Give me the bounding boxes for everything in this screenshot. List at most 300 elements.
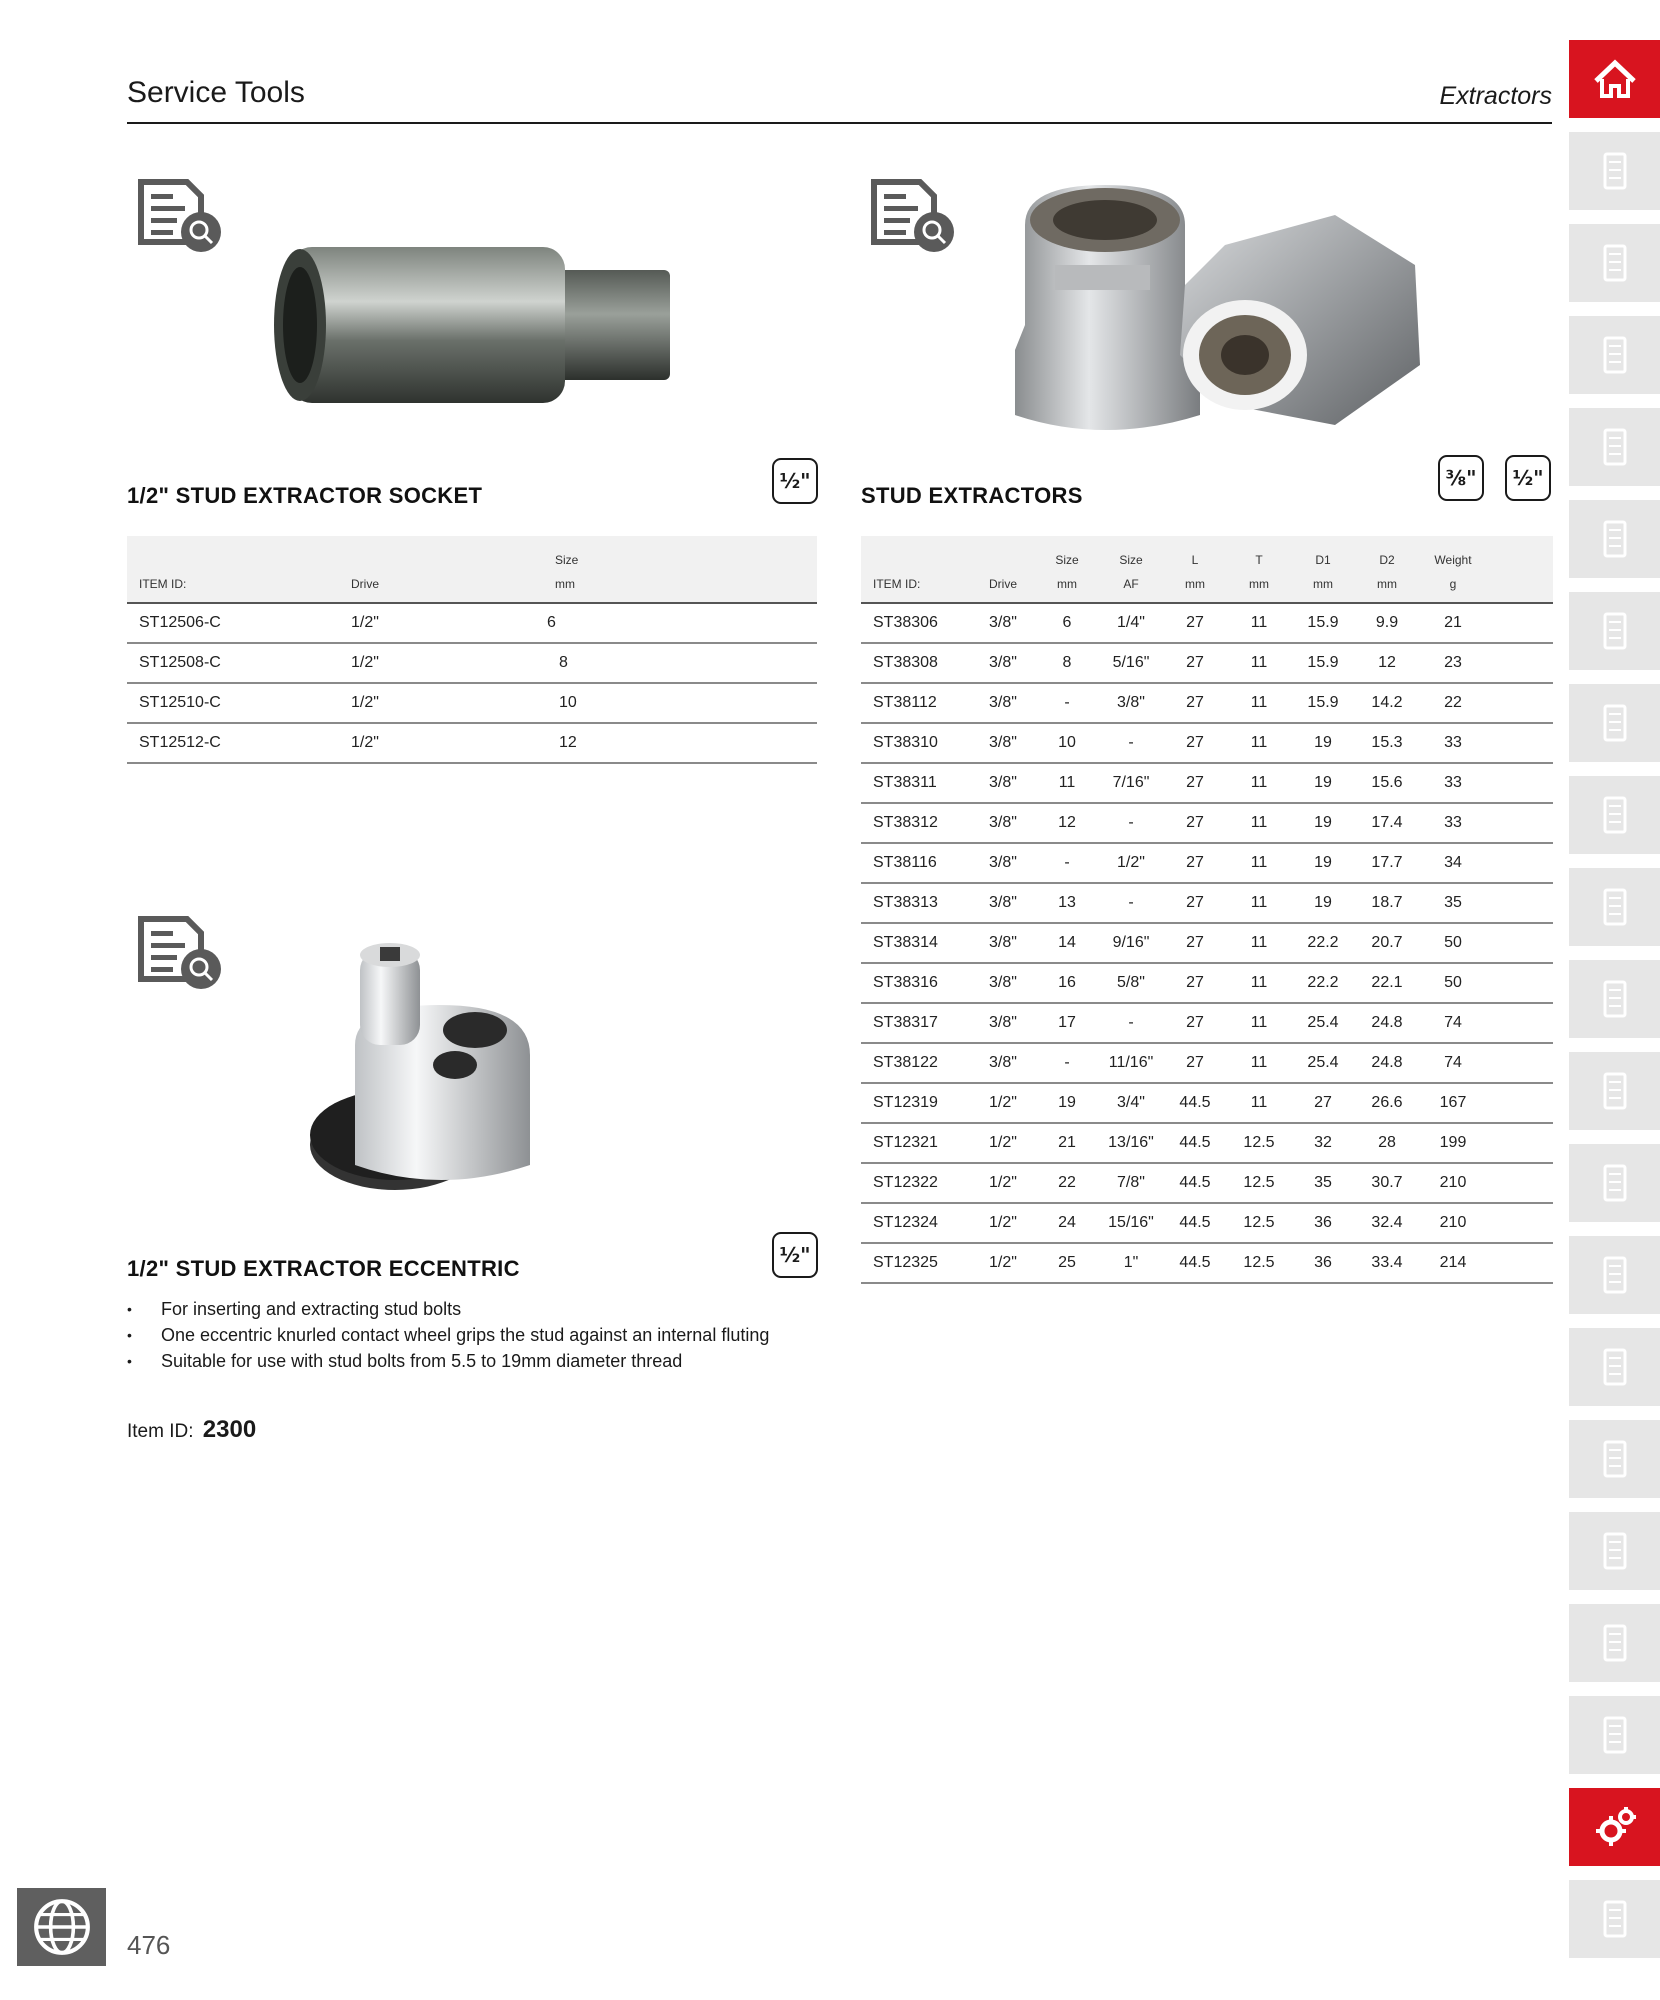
- sidebar-item-tool-trolley[interactable]: [1569, 132, 1660, 210]
- cell-weight: 210: [1419, 1163, 1487, 1203]
- cell-drive: 1/2": [971, 1203, 1035, 1243]
- col-label: Size: [1055, 553, 1079, 567]
- cell-size-mm: 19: [1035, 1083, 1099, 1123]
- cell-spacer: [1487, 1043, 1553, 1083]
- cell-t: 11: [1227, 963, 1291, 1003]
- cell-size-af: 11/16": [1099, 1043, 1163, 1083]
- col-unit: AF: [1123, 577, 1139, 591]
- table-row: [861, 603, 1553, 643]
- feature-item: • One eccentric knurled contact wheel grips the stud against an internal fluting: [127, 1322, 827, 1348]
- table-row: [861, 883, 1553, 923]
- cell-size-af: -: [1099, 883, 1163, 923]
- sidebar-item-tool-cabinet[interactable]: [1569, 316, 1660, 394]
- cell-size-af: 5/16": [1099, 643, 1163, 683]
- sidebar-item-sockets[interactable]: [1569, 776, 1660, 854]
- cell-length: 27: [1163, 803, 1227, 843]
- cell-d2: 18.7: [1355, 883, 1419, 923]
- cell-size-value: 8: [559, 654, 568, 671]
- cell-item-id: ST12321: [861, 1123, 971, 1163]
- tool-cabinet-icon: [1590, 330, 1640, 380]
- cell-size-value: 12: [559, 734, 577, 751]
- sidebar-item-pliers[interactable]: [1569, 1328, 1660, 1406]
- cell-d2: 24.8: [1355, 1003, 1419, 1043]
- cell-d2: 24.8: [1355, 1043, 1419, 1083]
- table-row: [861, 1243, 1553, 1283]
- cell-weight: 21: [1419, 603, 1487, 643]
- drive-badge-half: ½": [772, 1232, 818, 1278]
- cell-drive: 3/8": [971, 923, 1035, 963]
- cell-length: 27: [1163, 843, 1227, 883]
- col-label: L: [1191, 553, 1199, 567]
- tool-trolley-icon: [1590, 146, 1640, 196]
- cell-size-mm: 6: [1035, 603, 1099, 643]
- cell-size-af: 1/2": [1099, 843, 1163, 883]
- sidebar-item-home[interactable]: [1569, 40, 1660, 118]
- col-label: Size: [1119, 553, 1143, 567]
- cell-size-mm: 24: [1035, 1203, 1099, 1243]
- col-label: D1: [1315, 553, 1331, 567]
- cell-d2: 14.2: [1355, 683, 1419, 723]
- cell-drive: 1/2": [339, 643, 543, 683]
- cell-spacer: [1487, 1083, 1553, 1123]
- cell-weight: 50: [1419, 923, 1487, 963]
- cell-length: 27: [1163, 1003, 1227, 1043]
- cell-size-mm: 10: [1035, 723, 1099, 763]
- cell-spacer: [1487, 963, 1553, 1003]
- cell-weight: 33: [1419, 723, 1487, 763]
- cell-length: 27: [1163, 1043, 1227, 1083]
- home-icon: [1590, 54, 1640, 104]
- col-size-label: Size: [555, 553, 579, 567]
- col-size: [543, 536, 817, 603]
- cell-length: 27: [1163, 683, 1227, 723]
- wrench-bits-icon: [1590, 698, 1640, 748]
- col-unit: mm: [1377, 577, 1397, 591]
- cell-weight: 35: [1419, 883, 1487, 923]
- sidebar-item-tool-board[interactable]: [1569, 224, 1660, 302]
- col-weight: [1419, 536, 1487, 603]
- hammer-icon: [1590, 1894, 1640, 1944]
- cell-drive: 1/2": [971, 1163, 1035, 1203]
- table-row: [861, 923, 1553, 963]
- cell-drive: 1/2": [339, 683, 543, 723]
- cell-d2: 28: [1355, 1123, 1419, 1163]
- drive-badge-three-eighths: ⅜": [1438, 455, 1484, 501]
- cell-spacer: [1487, 803, 1553, 843]
- cell-item-id: ST38314: [861, 923, 971, 963]
- cell-item-id: ST38313: [861, 883, 971, 923]
- cell-d2: 9.9: [1355, 603, 1419, 643]
- sidebar-item-storage[interactable]: [1569, 592, 1660, 670]
- cell-d1: 32: [1291, 1123, 1355, 1163]
- col-size-af: [1099, 536, 1163, 603]
- cell-item-id: ST38310: [861, 723, 971, 763]
- col-item-id: ITEM ID:: [873, 577, 921, 591]
- cell-size-af: 1/4": [1099, 603, 1163, 643]
- cell-spacer: [1487, 1203, 1553, 1243]
- knife-icon: [1590, 1526, 1640, 1576]
- cell-d2: 15.3: [1355, 723, 1419, 763]
- spanner-icon: [1590, 974, 1640, 1024]
- document-search-icon[interactable]: [135, 905, 225, 995]
- cell-drive: 1/2": [971, 1243, 1035, 1283]
- cell-item-id: ST12506-C: [127, 603, 339, 643]
- col-drive: Drive: [988, 577, 1017, 591]
- tape-measure-icon: [1590, 1618, 1640, 1668]
- cell-drive: 3/8": [971, 1043, 1035, 1083]
- cell-item-id: ST38311: [861, 763, 971, 803]
- multitool-icon: [1590, 1250, 1640, 1300]
- table-row: [861, 843, 1553, 883]
- cell-size-af: 13/16": [1099, 1123, 1163, 1163]
- col-unit: mm: [1057, 577, 1077, 591]
- stud-extractor-socket-image: [255, 235, 685, 415]
- cell-weight: 210: [1419, 1203, 1487, 1243]
- cell-weight: 214: [1419, 1243, 1487, 1283]
- cell-d2: 12: [1355, 643, 1419, 683]
- cell-drive: 3/8": [971, 803, 1035, 843]
- cell-size-mm: 12: [1035, 803, 1099, 843]
- tool-set-icon: [1590, 514, 1640, 564]
- cell-item-id: ST38116: [861, 843, 971, 883]
- cell-weight: 74: [1419, 1043, 1487, 1083]
- sidebar-item-gears[interactable]: [1569, 1696, 1660, 1774]
- col-unit: g: [1449, 577, 1457, 591]
- extractors-spec-table: [861, 536, 1553, 1284]
- cell-size-mm: 13: [1035, 883, 1099, 923]
- sockets-icon: [1590, 790, 1640, 840]
- cell-item-id: ST12510-C: [127, 683, 339, 723]
- globe-icon: [31, 1896, 93, 1958]
- cell-d2: 32.4: [1355, 1203, 1419, 1243]
- sidebar-item-hammer[interactable]: [1569, 1880, 1660, 1958]
- gears-icon: [1590, 1710, 1640, 1760]
- cell-drive: 1/2": [971, 1083, 1035, 1123]
- cell-drive: 3/8": [971, 683, 1035, 723]
- col-unit: mm: [1185, 577, 1205, 591]
- cell-length: 44.5: [1163, 1203, 1227, 1243]
- cell-size-mm: 14: [1035, 923, 1099, 963]
- table-row: [861, 723, 1553, 763]
- table-row: [127, 643, 817, 683]
- cell-item-id: ST12319: [861, 1083, 971, 1123]
- cell-size: [543, 723, 817, 763]
- sidebar-item-spanner[interactable]: [1569, 960, 1660, 1038]
- cell-t: 12.5: [1227, 1123, 1291, 1163]
- cell-d1: 19: [1291, 883, 1355, 923]
- cell-spacer: [1487, 843, 1553, 883]
- cell-size-af: -: [1099, 723, 1163, 763]
- col-drive: Drive: [351, 577, 380, 591]
- col-unit: mm: [1249, 577, 1269, 591]
- cell-t: 12.5: [1227, 1163, 1291, 1203]
- cell-length: 44.5: [1163, 1243, 1227, 1283]
- cell-size-value: 10: [559, 694, 577, 711]
- section-title: Extractors: [1439, 82, 1552, 110]
- electrical-warning-icon: [1590, 1434, 1640, 1484]
- screwdriver-icon: [1590, 882, 1640, 932]
- table-row: [861, 643, 1553, 683]
- cell-drive: 3/8": [971, 963, 1035, 1003]
- cell-size-mm: 17: [1035, 1003, 1099, 1043]
- cell-length: 27: [1163, 883, 1227, 923]
- pick-icon: [1590, 1066, 1640, 1116]
- cell-t: 11: [1227, 1083, 1291, 1123]
- cell-item-id: ST38122: [861, 1043, 971, 1083]
- tool-board-icon: [1590, 238, 1640, 288]
- tool-panel-icon: [1590, 422, 1640, 472]
- feature-item: • For inserting and extracting stud bolts: [127, 1296, 827, 1322]
- sidebar-item-service-tools[interactable]: [1569, 1788, 1660, 1866]
- col-unit: mm: [1313, 577, 1333, 591]
- table-row: [861, 1003, 1553, 1043]
- cell-size-mm: -: [1035, 1043, 1099, 1083]
- cell-d1: 36: [1291, 1203, 1355, 1243]
- cell-size-af: -: [1099, 1003, 1163, 1043]
- bits-icon: [1590, 1158, 1640, 1208]
- cell-t: 12.5: [1227, 1203, 1291, 1243]
- sidebar-item-screwdriver[interactable]: [1569, 868, 1660, 946]
- cell-spacer: [1487, 723, 1553, 763]
- cell-t: 11: [1227, 723, 1291, 763]
- cell-weight: 74: [1419, 1003, 1487, 1043]
- cell-spacer: [1487, 683, 1553, 723]
- cell-t: 11: [1227, 1003, 1291, 1043]
- cell-t: 11: [1227, 923, 1291, 963]
- table-row: [861, 963, 1553, 1003]
- cell-size-mm: 11: [1035, 763, 1099, 803]
- cell-t: 11: [1227, 803, 1291, 843]
- cell-size-af: 1": [1099, 1243, 1163, 1283]
- stud-extractors-image: [1005, 175, 1435, 455]
- item-id-label: Item ID:: [127, 1421, 194, 1442]
- item-id-value: 2300: [202, 1416, 257, 1443]
- col-t: [1227, 536, 1291, 603]
- col-item-id: ITEM ID:: [139, 577, 187, 591]
- cell-d2: 17.4: [1355, 803, 1419, 843]
- eccentric-item-id: [127, 1416, 256, 1444]
- sidebar-item-tool-panel[interactable]: [1569, 408, 1660, 486]
- cell-d1: 22.2: [1291, 963, 1355, 1003]
- cell-length: 44.5: [1163, 1163, 1227, 1203]
- cell-drive: 3/8": [971, 883, 1035, 923]
- sidebar-item-tape-measure[interactable]: [1569, 1604, 1660, 1682]
- cell-d1: 19: [1291, 843, 1355, 883]
- cell-t: 11: [1227, 883, 1291, 923]
- stud-extractor-eccentric-image: [300, 935, 550, 1195]
- cell-d1: 35: [1291, 1163, 1355, 1203]
- cell-length: 44.5: [1163, 1123, 1227, 1163]
- cell-length: 27: [1163, 923, 1227, 963]
- cell-weight: 167: [1419, 1083, 1487, 1123]
- cell-t: 11: [1227, 843, 1291, 883]
- cell-size-af: 3/8": [1099, 683, 1163, 723]
- cell-spacer: [1487, 883, 1553, 923]
- cell-spacer: [1487, 1243, 1553, 1283]
- cell-drive: 3/8": [971, 643, 1035, 683]
- drive-badge-half: ½": [1505, 455, 1551, 501]
- eccentric-title: 1/2" STUD EXTRACTOR ECCENTRIC: [127, 1256, 520, 1281]
- cell-length: 27: [1163, 723, 1227, 763]
- globe-button[interactable]: [17, 1888, 106, 1966]
- cell-d1: 25.4: [1291, 1043, 1355, 1083]
- col-size-unit: mm: [555, 577, 575, 591]
- cell-d1: 25.4: [1291, 1003, 1355, 1043]
- table-row: [861, 1163, 1553, 1203]
- cell-d2: 26.6: [1355, 1083, 1419, 1123]
- cell-spacer: [1487, 1003, 1553, 1043]
- document-search-icon[interactable]: [135, 168, 225, 258]
- cell-d1: 27: [1291, 1083, 1355, 1123]
- cell-weight: 23: [1419, 643, 1487, 683]
- sidebar-item-knife[interactable]: [1569, 1512, 1660, 1590]
- cell-size-mm: -: [1035, 843, 1099, 883]
- cell-d2: 15.6: [1355, 763, 1419, 803]
- cell-d1: 19: [1291, 803, 1355, 843]
- col-length: [1163, 536, 1227, 603]
- cell-d2: 20.7: [1355, 923, 1419, 963]
- cell-drive: 3/8": [971, 723, 1035, 763]
- cell-weight: 50: [1419, 963, 1487, 1003]
- table-row: [861, 1083, 1553, 1123]
- cell-size-mm: 22: [1035, 1163, 1099, 1203]
- cell-size-mm: -: [1035, 683, 1099, 723]
- col-spacer: [1487, 536, 1553, 603]
- cell-item-id: ST38316: [861, 963, 971, 1003]
- cell-size-mm: 16: [1035, 963, 1099, 1003]
- cell-drive: 3/8": [971, 763, 1035, 803]
- table-row: [861, 763, 1553, 803]
- cell-length: 44.5: [1163, 1083, 1227, 1123]
- storage-icon: [1590, 606, 1640, 656]
- cell-d2: 22.1: [1355, 963, 1419, 1003]
- table-row: [861, 1203, 1553, 1243]
- cell-spacer: [1487, 1163, 1553, 1203]
- sidebar-item-multitool[interactable]: [1569, 1236, 1660, 1314]
- cell-spacer: [1487, 1123, 1553, 1163]
- page-title: Service Tools: [127, 76, 305, 109]
- cell-item-id: ST12324: [861, 1203, 971, 1243]
- cell-item-id: ST38308: [861, 643, 971, 683]
- cell-size: [543, 603, 817, 643]
- cell-drive: 3/8": [971, 1003, 1035, 1043]
- extractors-table-body: [861, 603, 1553, 1283]
- cell-spacer: [1487, 603, 1553, 643]
- cell-d1: 22.2: [1291, 923, 1355, 963]
- cell-d2: 17.7: [1355, 843, 1419, 883]
- table-header-row: [127, 536, 817, 603]
- col-label: T: [1255, 553, 1263, 567]
- feature-item: • Suitable for use with stud bolts from 5.5 to 19mm diameter thread: [127, 1348, 827, 1374]
- cell-drive: 3/8": [971, 843, 1035, 883]
- cell-drive: 1/2": [971, 1123, 1035, 1163]
- header-divider: [127, 122, 1552, 124]
- cell-weight: 199: [1419, 1123, 1487, 1163]
- cell-item-id: ST12325: [861, 1243, 971, 1283]
- cell-size-af: 9/16": [1099, 923, 1163, 963]
- cell-t: 11: [1227, 1043, 1291, 1083]
- cell-d1: 15.9: [1291, 683, 1355, 723]
- cell-length: 27: [1163, 643, 1227, 683]
- table-header-row: [861, 536, 1553, 603]
- eccentric-features-list: [127, 1296, 827, 1374]
- cell-size: [543, 643, 817, 683]
- cell-size-af: 5/8": [1099, 963, 1163, 1003]
- table-row: [127, 723, 817, 763]
- cell-weight: 33: [1419, 763, 1487, 803]
- cell-d1: 15.9: [1291, 603, 1355, 643]
- pliers-icon: [1590, 1342, 1640, 1392]
- cell-item-id: ST38112: [861, 683, 971, 723]
- cell-length: 27: [1163, 603, 1227, 643]
- socket-spec-table: [127, 536, 817, 764]
- cell-item-id: ST38317: [861, 1003, 971, 1043]
- cell-length: 27: [1163, 763, 1227, 803]
- extractors-title: STUD EXTRACTORS: [861, 483, 1083, 508]
- table-row: [127, 683, 817, 723]
- sidebar-item-pick[interactable]: [1569, 1052, 1660, 1130]
- cell-size-value: 6: [547, 614, 556, 631]
- sidebar-item-electrical-warning[interactable]: [1569, 1420, 1660, 1498]
- cell-drive: 3/8": [971, 603, 1035, 643]
- cell-t: 11: [1227, 603, 1291, 643]
- col-d2: [1355, 536, 1419, 603]
- cell-size-af: 15/16": [1099, 1203, 1163, 1243]
- cell-size-mm: 21: [1035, 1123, 1099, 1163]
- cell-size-af: 3/4": [1099, 1083, 1163, 1123]
- cell-drive: 1/2": [339, 723, 543, 763]
- socket-title: 1/2" STUD EXTRACTOR SOCKET: [127, 483, 483, 508]
- cell-item-id: ST12508-C: [127, 643, 339, 683]
- cell-weight: 22: [1419, 683, 1487, 723]
- cell-d2: 33.4: [1355, 1243, 1419, 1283]
- cell-weight: 33: [1419, 803, 1487, 843]
- table-row: [861, 1043, 1553, 1083]
- cell-size-af: 7/16": [1099, 763, 1163, 803]
- cell-size-af: -: [1099, 803, 1163, 843]
- page-number: 476: [127, 1930, 171, 1960]
- col-d1: [1291, 536, 1355, 603]
- cell-size-mm: 25: [1035, 1243, 1099, 1283]
- sidebar-item-bits[interactable]: [1569, 1144, 1660, 1222]
- cell-d1: 19: [1291, 723, 1355, 763]
- col-label: D2: [1379, 553, 1395, 567]
- col-label: Weight: [1434, 553, 1472, 567]
- table-row: [127, 603, 817, 643]
- cell-item-id: ST12322: [861, 1163, 971, 1203]
- sidebar-item-tool-set[interactable]: [1569, 500, 1660, 578]
- cell-size-af: 7/8": [1099, 1163, 1163, 1203]
- document-search-icon[interactable]: [868, 168, 958, 258]
- cell-t: 11: [1227, 683, 1291, 723]
- cell-size-mm: 8: [1035, 643, 1099, 683]
- cell-item-id: ST38306: [861, 603, 971, 643]
- cell-d1: 19: [1291, 763, 1355, 803]
- cell-t: 11: [1227, 763, 1291, 803]
- sidebar-item-wrench-bits[interactable]: [1569, 684, 1660, 762]
- cell-t: 11: [1227, 643, 1291, 683]
- col-size-mm: [1035, 536, 1099, 603]
- category-sidebar: [1569, 40, 1660, 1972]
- cell-size: [543, 683, 817, 723]
- cell-item-id: ST38312: [861, 803, 971, 843]
- cell-d1: 15.9: [1291, 643, 1355, 683]
- service-tools-icon: [1590, 1802, 1640, 1852]
- cell-length: 27: [1163, 963, 1227, 1003]
- cell-spacer: [1487, 923, 1553, 963]
- cell-drive: 1/2": [339, 603, 543, 643]
- table-row: [861, 803, 1553, 843]
